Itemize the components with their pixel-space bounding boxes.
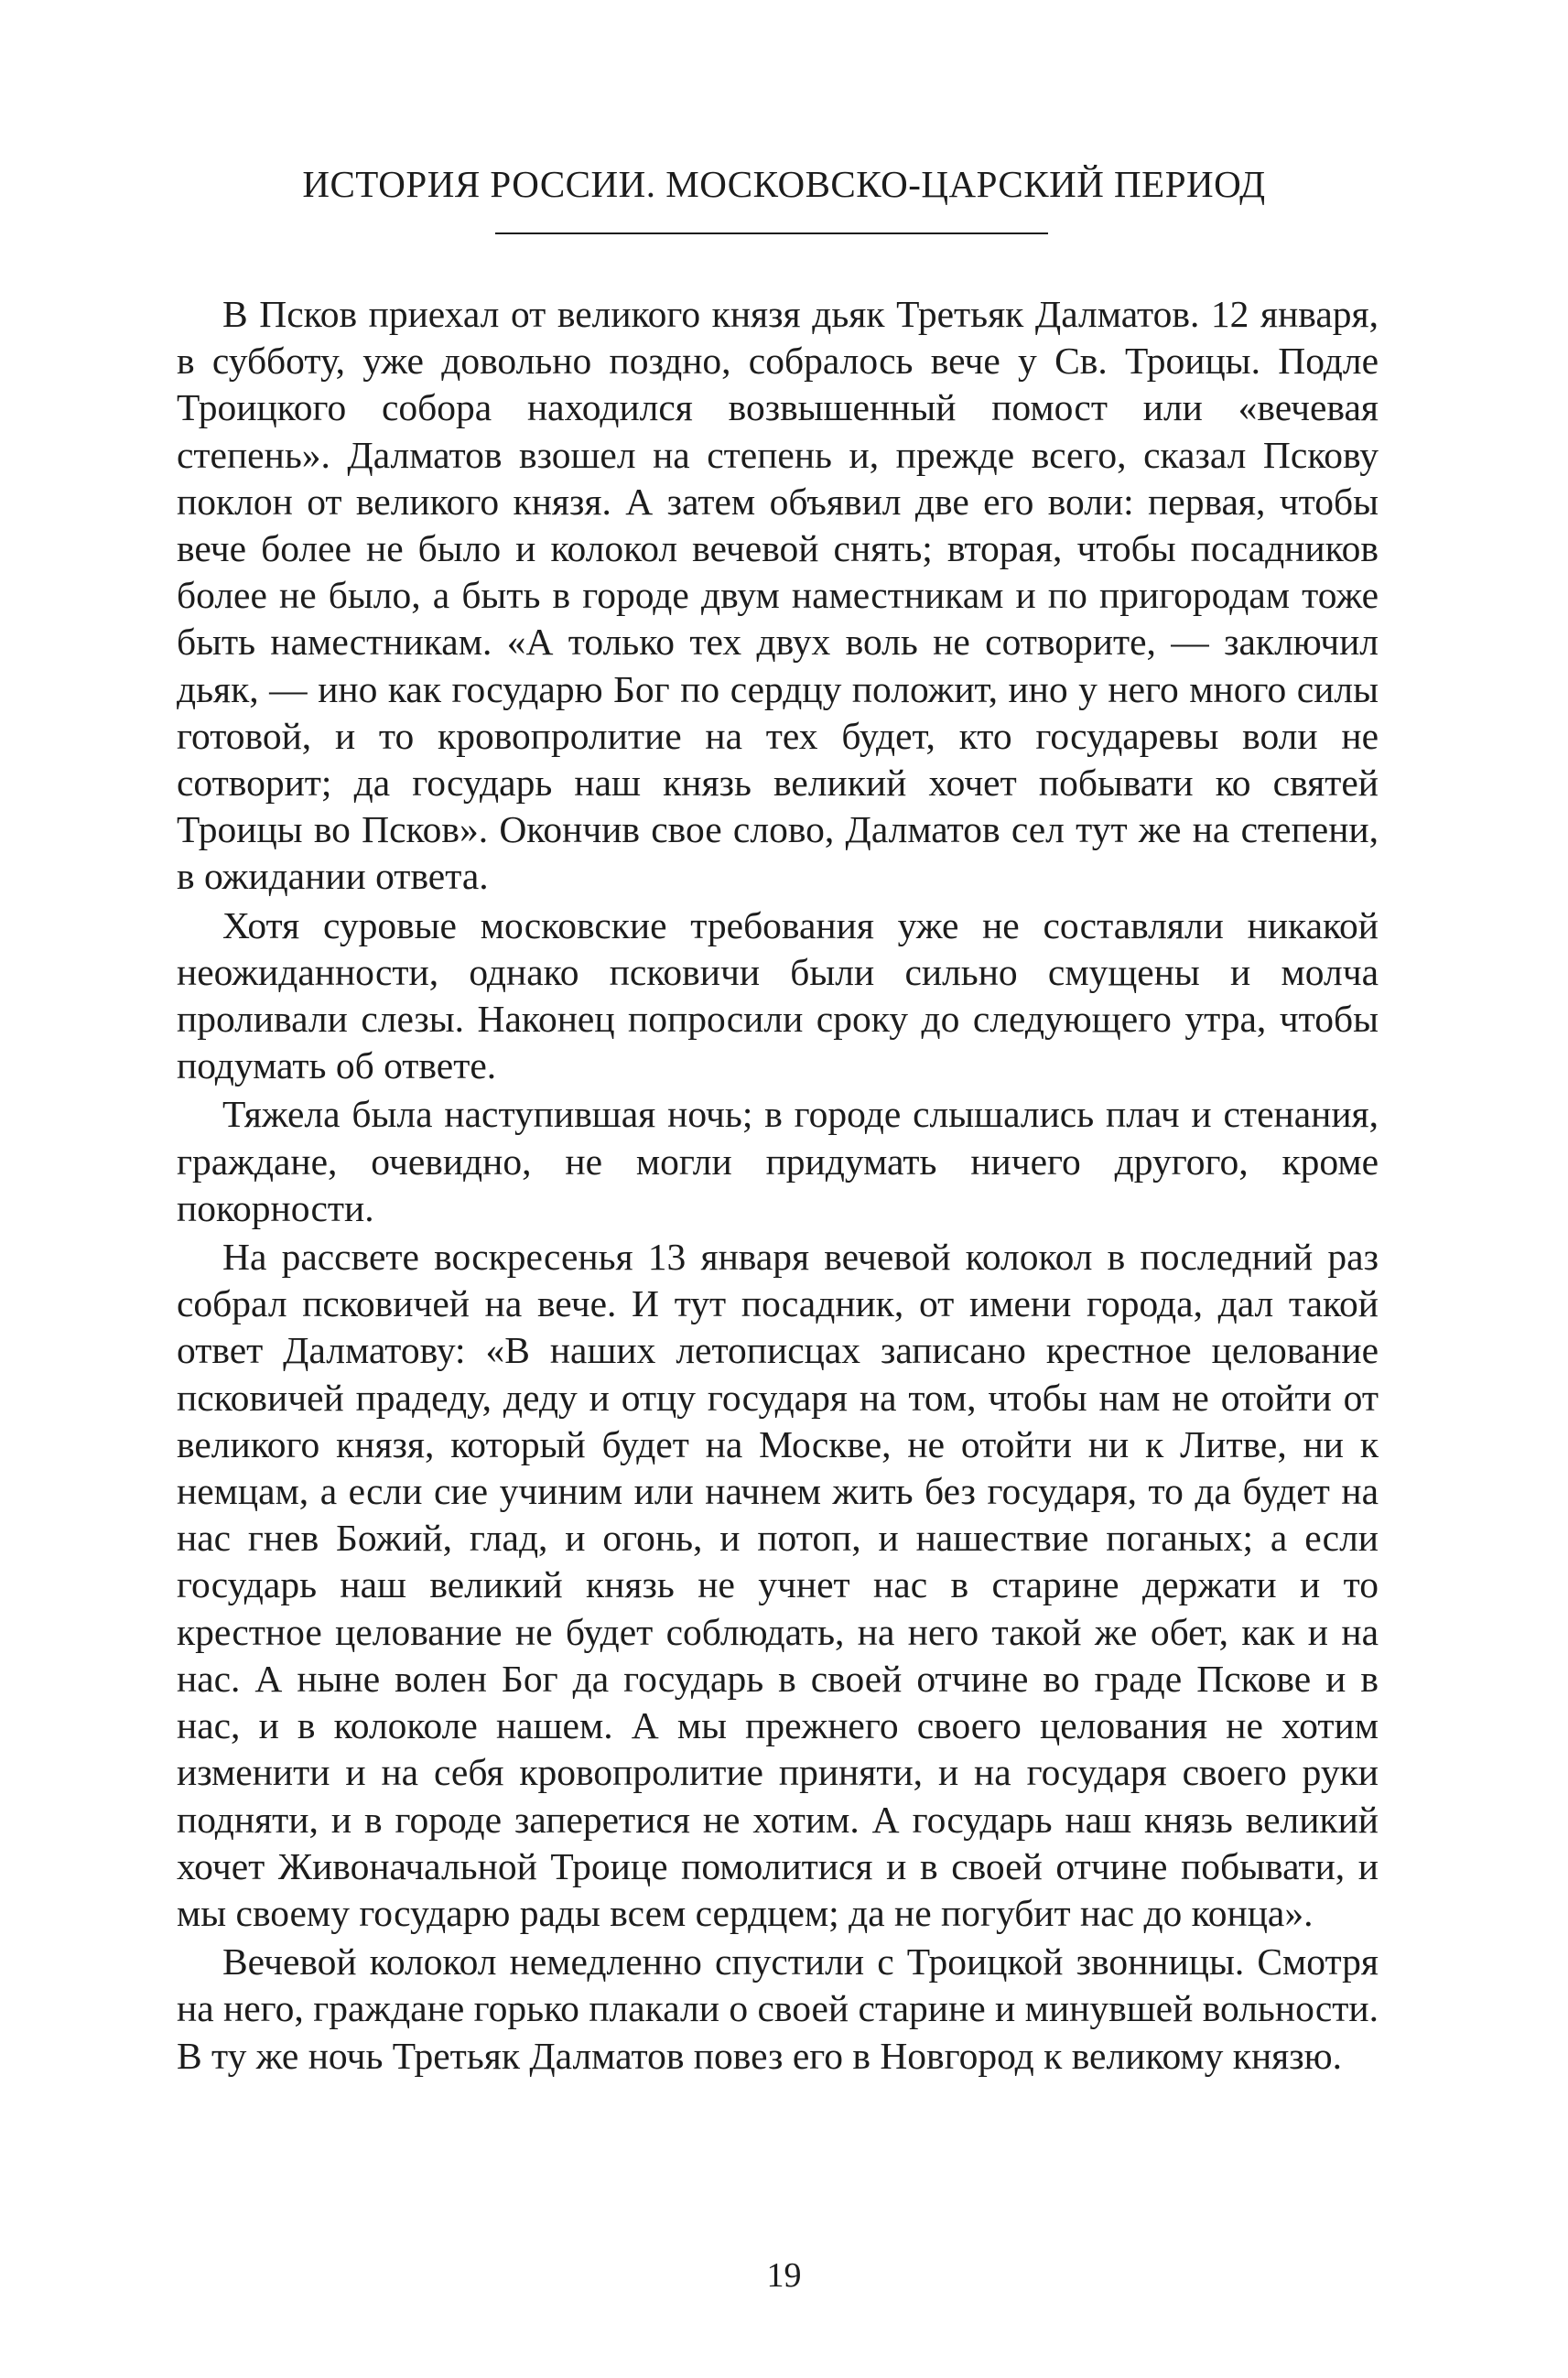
paragraph: Хотя суровые московские требования уже не составляли никакой неожиданности, однако псковичи были сильно смущены и молча проливали слезы. Наконец попросили сроку до следующего утра, чтобы подумать об ответе. xyxy=(177,903,1379,1087)
paragraph: В Псков приехал от великого князя дьяк Третьяк Далматов. 12 января, в субботу, уже довольно поздно, собралось вече у Св. Троицы. Подле Троицкого собора находился возвышенный помост или «вечевая степень». Далматов взошел на степень и, прежде всего, сказал Пскову поклон от великого князя. А затем объявил две его воли: первая, чтобы вече более не было и колокол вечевой снять; вторая, чтобы посадников более не было, а быть в городе двум наместникам и по пригородам тоже быть наместникам. «А только тех двух воль не сотворите, — заключил дьяк, — ино как государю Бог по сердцу положит, ино у него много силы готовой, и то кровопролитие на тех будет, кто государевы воли не сотворит; да государь наш князь великий хочет побывати ко святей Троицы во Псков». Окончив свое слово, Далматов сел тут же на степени, в ожидании ответа. xyxy=(177,293,1379,898)
header-divider xyxy=(495,232,1048,234)
body-text xyxy=(177,291,1379,2081)
page-number: 19 xyxy=(766,2256,802,2295)
paragraph: На рассвете воскресенья 13 января вечевой колокол в последний раз собрал псковичей на вече. И тут посадник, от имени города, дал такой ответ Далматову: «В наших летописцах записано крестное целование псковичей прадеду, деду и отцу государя на том, чтобы нам не отойти от великого князя, который будет на Москве, не отойти ни к Литве, ни к немцам, а если сие учиним или начнем жить без государя, то да будет на нас гнев Божий, глад, и огонь, и потоп, и нашествие поганых; а если государь наш великий князь не учнет нас в старине держати и то крестное целование не будет соблюдать, на него такой же обет, как и на нас. А ныне волен Бог да государь в своей отчине во граде Пскове и в нас, и в колоколе нашем. А мы прежнего своего целования не хотим изменити и на себя кровопролитие приняти, и на государя своего руки подняти, и в городе заперетися не хотим. А государь наш князь великий хочет Живоначальной Троице помолитися и в своей отчине побывати, и мы своему государю рады всем сердцем; да не погубит нас до конца». xyxy=(177,1236,1379,1934)
paragraph: Тяжела была наступившая ночь; в городе слышались плач и стенания, граждане, очевидно, не могли придумать ничего другого, кроме покорности. xyxy=(177,1093,1379,1229)
paragraph: Вечевой колокол немедленно спустили с Троицкой звонницы. Смотря на него, граждане горько плакали о своей старине и минувшей вольности. В ту же ночь Третьяк Далматов повез его в Новгород к великому князю. xyxy=(177,1940,1379,2077)
running-title: ИСТОРИЯ РОССИИ. МОСКОВСКО-ЦАРСКИЙ ПЕРИОД xyxy=(302,163,1266,205)
